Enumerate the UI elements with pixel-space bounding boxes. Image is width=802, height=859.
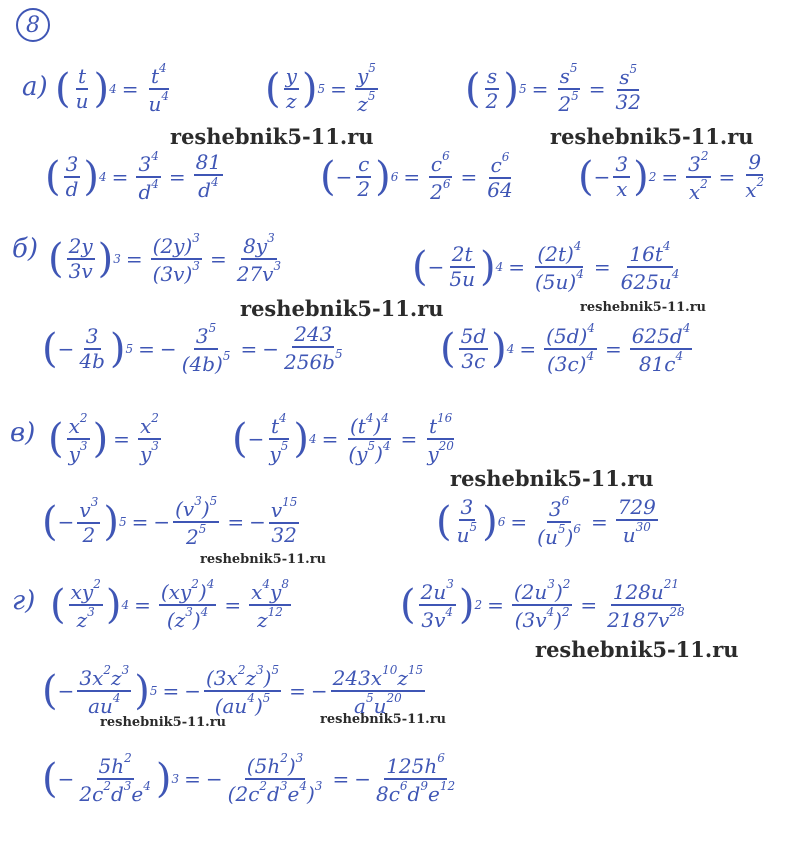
watermark: reshebnik5-11.ru — [200, 552, 327, 567]
watermark: reshebnik5-11.ru — [550, 124, 754, 149]
problem-number-badge — [16, 8, 50, 42]
section-label-v: в) — [10, 418, 36, 448]
expr-b4: ( $\frac{5d}{3c}$ ) 4 = $\frac{(5d)^4}{(3c)^4}$ = $\frac{625d^4}{81c^4}$ — [440, 321, 691, 376]
expr-a6: ( − $\frac{3}{x}$ ) 2 = $\frac{3^2}{x^2}$ = $\frac{9}{x^2}$ — [578, 149, 765, 204]
expr-a5: ( − $\frac{c}{2}$ ) 6 = $\frac{c^6}{2^6}$ = $\frac{c^6}{64}$ — [320, 149, 513, 204]
expr-v1: ( $\frac{x^2}{y^3}$ ) = $\frac{x^2}{y^3}$ — [48, 411, 159, 466]
section-label-g: г) — [12, 586, 36, 616]
problem-number: 8 — [26, 12, 40, 38]
watermark: reshebnik5-11.ru — [170, 124, 374, 149]
expr-b2: ( − $\frac{2t}{5u}$ ) 4 = $\frac{(2t)^4}{(5u)^4}$ = $\frac{16t^4}{625u^4}$ — [412, 239, 680, 294]
expr-g3: ( − $\frac{3x^2z^3}{au^4}$ ) 5 = − $\frac{(3x^2z^3)^5}{(au^4)^5}$ = − $\frac{243x^{10}z^{15}}{a^5u^{20}}$ — [42, 663, 424, 718]
section-label-a: а) — [22, 72, 48, 102]
watermark: reshebnik5-11.ru — [580, 300, 707, 315]
expr-v4: ( $\frac{3}{u^5}$ ) 6 = $\frac{3^6}{(u^5)^6}$ = $\frac{729}{u^{30}}$ — [436, 494, 656, 549]
expr-v3: ( − $\frac{v^3}{2}$ ) 5 = − $\frac{(v^3)^5}{2^5}$ = − $\frac{v^{15}}{32}$ — [42, 494, 298, 549]
expr-a2: ( $\frac{y}{z}$ ) 5 = $\frac{y^5}{z^5}$ — [265, 61, 376, 116]
watermark: reshebnik5-11.ru — [100, 715, 227, 730]
expr-a4: ( $\frac{3}{d}$ ) 4 = $\frac{3^4}{d^4}$ = $\frac{81}{d^4}$ — [45, 149, 222, 204]
expr-g1: ( $\frac{xy^2}{z^3}$ ) 4 = $\frac{(xy^2)^4}{(z^3)^4}$ = $\frac{x^4y^8}{z^{12}}$ — [50, 577, 289, 632]
expr-a3: ( $\frac{s}{2}$ ) 5 = $\frac{s^5}{2^5}$ = $\frac{s^5}{32}$ — [465, 61, 641, 116]
watermark: reshebnik5-11.ru — [535, 637, 739, 662]
expr-a1: ( $\frac{t}{u}$ ) 4 = $\frac{t^4}{u^4}$ — [55, 61, 170, 116]
expr-b1: ( $\frac{2y}{3v}$ ) 3 = $\frac{(2y)^3}{(3v)^3}$ = $\frac{8y^3}{27v^3}$ — [48, 231, 282, 286]
expr-v2: ( − $\frac{t^4}{y^5}$ ) 4 = $\frac{(t^4)^4}{(y^5)^4}$ = $\frac{t^{16}}{y^{20}}$ — [232, 411, 454, 466]
expr-g4: ( − $\frac{5h^2}{2c^2d^3e^4}$ ) 3 = − $\frac{(5h^2)^3}{(2c^2d^3e^4)^3}$ = − $\frac{125h^6}{8c^6d^9e^{12}}$ — [42, 751, 456, 806]
watermark: reshebnik5-11.ru — [240, 296, 444, 321]
section-label-b: б) — [12, 234, 39, 264]
watermark: reshebnik5-11.ru — [450, 466, 654, 491]
expr-g2: ( $\frac{2u^3}{3v^4}$ ) 2 = $\frac{(2u^3)^2}{(3v^4)^2}$ = $\frac{128u^{21}}{2187v^{28}}$ — [400, 577, 685, 632]
watermark: reshebnik5-11.ru — [320, 712, 447, 727]
expr-b3: ( − $\frac{3}{4b}$ ) 5 = − $\frac{3^5}{(4b)^5}$ = − $\frac{243}{256b^5}$ — [42, 321, 343, 376]
